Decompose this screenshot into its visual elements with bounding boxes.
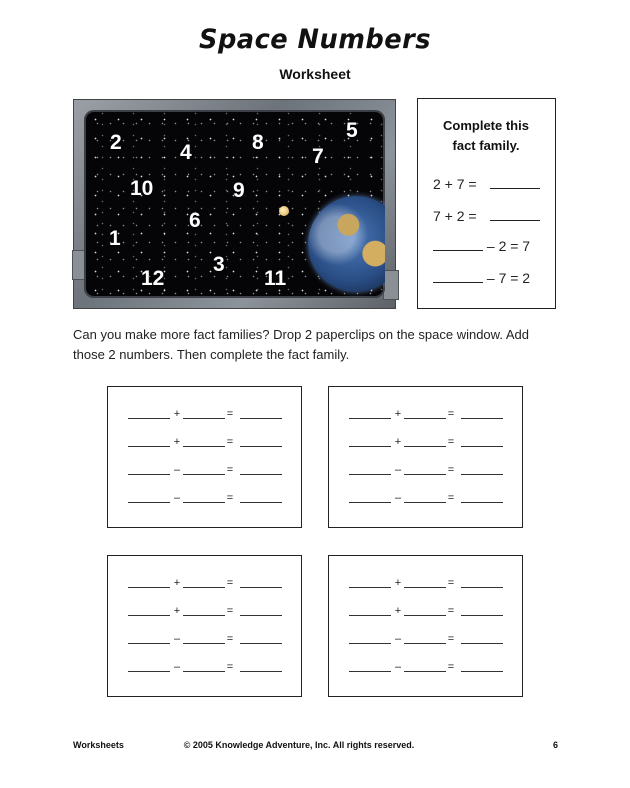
answer-blank[interactable] (128, 446, 170, 447)
space-number: 4 (180, 141, 192, 164)
equals-sign: = (447, 492, 455, 504)
answer-blank[interactable] (461, 615, 503, 616)
earth-image (308, 196, 385, 292)
operator-sign: + (394, 577, 402, 589)
space-number: 12 (141, 267, 165, 290)
operator-sign: – (394, 492, 402, 504)
fact-equation: – 7 = 2 (486, 270, 531, 286)
answer-blank[interactable] (128, 671, 170, 672)
answer-blank[interactable] (461, 502, 503, 503)
equals-sign: = (447, 464, 455, 476)
space-number: 2 (110, 131, 122, 154)
space-number: 11 (264, 267, 287, 290)
equals-sign: = (226, 605, 234, 617)
moon-image (279, 206, 289, 216)
answer-blank[interactable] (404, 502, 446, 503)
answer-blank[interactable] (404, 474, 446, 475)
operator-sign: – (394, 661, 402, 673)
answer-blank[interactable] (240, 587, 282, 588)
operator-sign: – (394, 464, 402, 476)
equals-sign: = (226, 436, 234, 448)
fact-line (433, 238, 530, 254)
fact-equation: 2 + 7 = (433, 176, 477, 192)
space-number: 5 (346, 119, 358, 142)
answer-blank[interactable] (183, 671, 225, 672)
answer-blank[interactable] (183, 418, 225, 419)
equals-sign: = (447, 633, 455, 645)
operator-sign: + (173, 436, 181, 448)
fact-family-title (418, 116, 554, 156)
fact-line (433, 270, 530, 286)
answer-blank[interactable] (461, 671, 503, 672)
answer-blank[interactable] (461, 418, 503, 419)
fact-line (433, 176, 540, 192)
fact-family-worksheet-box (328, 386, 523, 528)
answer-blank[interactable] (128, 502, 170, 503)
equals-sign: = (226, 633, 234, 645)
operator-sign: + (394, 436, 402, 448)
answer-blank[interactable] (128, 474, 170, 475)
answer-blank[interactable] (240, 615, 282, 616)
fact-equation: – 2 = 7 (486, 238, 531, 254)
answer-blank[interactable] (349, 502, 391, 503)
space-number: 10 (130, 177, 154, 200)
answer-blank[interactable] (461, 587, 503, 588)
answer-blank[interactable] (183, 474, 225, 475)
equals-sign: = (226, 577, 234, 589)
operator-sign: + (173, 408, 181, 420)
answer-blank[interactable] (183, 587, 225, 588)
answer-blank[interactable] (240, 671, 282, 672)
equals-sign: = (226, 464, 234, 476)
fact-title-line: Complete this (443, 118, 529, 133)
answer-blank[interactable] (128, 615, 170, 616)
fact-family-worksheet-box (107, 386, 302, 528)
answer-blank[interactable] (183, 615, 225, 616)
operator-sign: + (394, 408, 402, 420)
operator-sign: – (173, 661, 181, 673)
answer-blank[interactable] (461, 446, 503, 447)
footer-page-number: 6 (553, 740, 559, 750)
fact-family-worksheet-box (107, 555, 302, 697)
answer-blank[interactable] (128, 587, 170, 588)
space-number: 3 (213, 253, 225, 276)
equals-sign: = (447, 408, 455, 420)
answer-blank[interactable] (404, 615, 446, 616)
answer-blank[interactable] (433, 270, 483, 283)
space-number: 6 (189, 209, 201, 232)
answer-blank[interactable] (490, 208, 540, 221)
answer-blank[interactable] (349, 474, 391, 475)
page-title: Space Numbers (199, 24, 431, 55)
fact-line (433, 208, 540, 224)
operator-sign: – (173, 464, 181, 476)
answer-blank[interactable] (183, 643, 225, 644)
page-subtitle: Worksheet (279, 66, 351, 82)
answer-blank[interactable] (349, 418, 391, 419)
space-number: 9 (233, 179, 245, 202)
equals-sign: = (226, 492, 234, 504)
space-number: 1 (109, 227, 121, 250)
answer-blank[interactable] (183, 502, 225, 503)
equals-sign: = (447, 661, 455, 673)
fact-family-box (417, 98, 556, 309)
equals-sign: = (226, 661, 234, 673)
space-window-illustration (73, 99, 396, 309)
operator-sign: + (173, 605, 181, 617)
operator-sign: – (394, 633, 402, 645)
fact-equation: 7 + 2 = (433, 208, 477, 224)
answer-blank[interactable] (128, 418, 170, 419)
instructions-text: Can you make more fact families? Drop 2 paperclips on the space window. Add those 2 numbers. Then complete the fact family. (73, 327, 529, 362)
answer-blank[interactable] (461, 643, 503, 644)
answer-blank[interactable] (349, 587, 391, 588)
answer-blank[interactable] (404, 418, 446, 419)
space-number: 7 (312, 145, 324, 168)
answer-blank[interactable] (240, 643, 282, 644)
footer-left: Worksheets (73, 740, 124, 750)
answer-blank[interactable] (240, 502, 282, 503)
answer-blank[interactable] (240, 418, 282, 419)
fact-family-worksheet-box (328, 555, 523, 697)
space-view (84, 110, 385, 298)
answer-blank[interactable] (128, 643, 170, 644)
equals-sign: = (447, 605, 455, 617)
operator-sign: + (173, 577, 181, 589)
answer-blank[interactable] (490, 176, 540, 189)
answer-blank[interactable] (404, 671, 446, 672)
answer-blank[interactable] (404, 587, 446, 588)
operator-sign: – (173, 492, 181, 504)
answer-blank[interactable] (349, 615, 391, 616)
answer-blank[interactable] (349, 643, 391, 644)
space-number: 8 (252, 131, 264, 154)
equals-sign: = (447, 436, 455, 448)
equals-sign: = (447, 577, 455, 589)
answer-blank[interactable] (240, 446, 282, 447)
answer-blank[interactable] (240, 474, 282, 475)
answer-blank[interactable] (349, 671, 391, 672)
fact-title-line: fact family. (452, 138, 520, 153)
answer-blank[interactable] (183, 446, 225, 447)
answer-blank[interactable] (349, 446, 391, 447)
operator-sign: + (394, 605, 402, 617)
answer-blank[interactable] (433, 238, 483, 251)
answer-blank[interactable] (461, 474, 503, 475)
equals-sign: = (226, 408, 234, 420)
operator-sign: – (173, 633, 181, 645)
answer-blank[interactable] (404, 446, 446, 447)
footer-copyright: © 2005 Knowledge Adventure, Inc. All rights reserved. (183, 740, 415, 750)
frame-bolt (383, 270, 399, 300)
answer-blank[interactable] (404, 643, 446, 644)
